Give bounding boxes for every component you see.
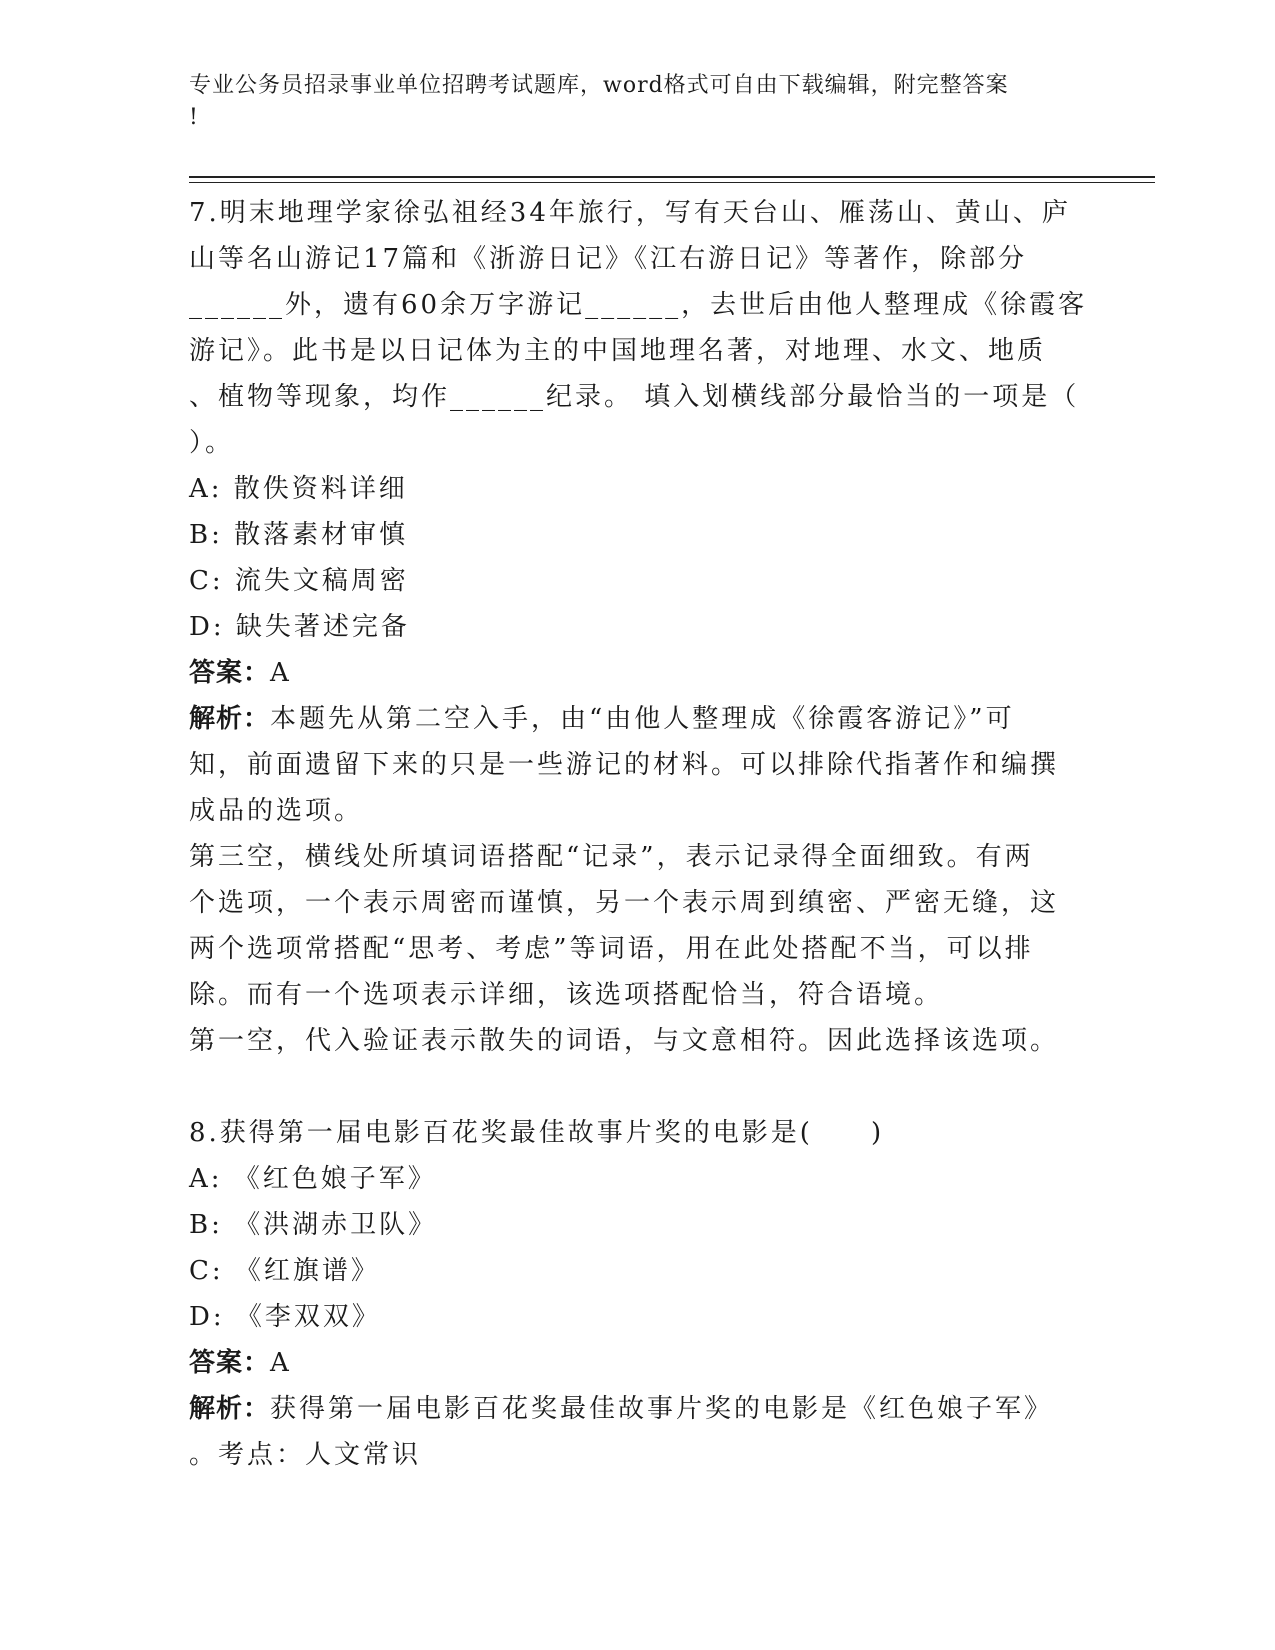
option-a: A: 《红色娘子军》 [189,1164,437,1194]
option-c: C: 《红旗谱》 [189,1256,380,1286]
analysis-line [189,696,1089,742]
option-b: B: 散落素材审慎 [189,520,409,550]
analysis-line: 知，前面遗留下来的只是一些游记的材料。可以排除代指著作和编撰 [189,750,1060,780]
answer-value: A [270,1348,292,1378]
analysis-label: 解析： [189,1394,271,1424]
answer-label: 答案： [189,658,271,688]
option-c: C: 流失文稿周密 [189,566,409,596]
page-header [189,70,1069,134]
question-text-line: 7.明末地理学家徐弘祖经34年旅行，写有天台山、雁荡山、黄山、庐 [189,198,1071,228]
analysis-line: 成品的选项。 [189,796,364,826]
analysis-line: 两个选项常搭配“思考、考虑”等词语，用在此处搭配不当，可以排 [189,934,1034,964]
question-text-line: ）。 [189,428,235,458]
option-d: D: 《李双双》 [189,1302,381,1332]
question-text-line: 、植物等现象，均作______纪录。 填入划横线部分最恰当的一项是（ [189,382,1080,412]
analysis-line [189,1386,1089,1432]
answer-line [189,650,1089,696]
answer-label: 答案： [189,1348,271,1378]
question-text-line: 游记》。此书是以日记体为主的中国地理名著，对地理、水文、地质 [189,336,1047,366]
header-divider [189,176,1155,178]
analysis-line: 第三空，横线处所填词语搭配“记录”，表示记录得全面细致。有两 [189,842,1034,872]
option-d: D: 缺失著述完备 [189,612,410,642]
question-text-line: 8.获得第一届电影百花奖最佳故事片奖的电影是( ) [189,1118,885,1148]
question-gap [189,1064,1089,1110]
questions [189,190,1089,1478]
analysis-line: 个选项，一个表示周密而谨慎，另一个表示周到缜密、严密无缝，这 [189,888,1060,918]
answer-line [189,1340,1089,1386]
analysis-text: 获得第一届电影百花奖最佳故事片奖的电影是《红色娘子军》 [270,1394,1054,1424]
analysis-line: 。考点：人文常识 [189,1440,422,1470]
question-text-line: 山等名山游记17篇和《浙游日记》《江右游日记》等著作，除部分 [189,244,1028,274]
analysis-text: 本题先从第二空入手，由“由他人整理成《徐霞客游记》”可 [270,704,1015,734]
header-line-2: ! [189,105,199,130]
header-divider-thin [189,182,1155,183]
question-text-line: ______外，遗有60余万字游记______，去世后由他人整理成《徐霞客 [189,290,1088,320]
analysis-line: 除。而有一个选项表示详细，该选项搭配恰当，符合语境。 [189,980,944,1010]
question-8 [189,1110,1089,1478]
question-7 [189,190,1089,1064]
analysis-line: 第一空，代入验证表示散失的词语，与文意相符。因此选择该选项。 [189,1026,1060,1056]
header-line-1: 专业公务员招录事业单位招聘考试题库，word格式可自由下载编辑，附完整答案 [189,73,1009,98]
option-b: B: 《洪湖赤卫队》 [189,1210,438,1240]
option-a: A: 散佚资料详细 [189,474,408,504]
answer-value: A [270,658,292,688]
analysis-label: 解析： [189,704,271,734]
